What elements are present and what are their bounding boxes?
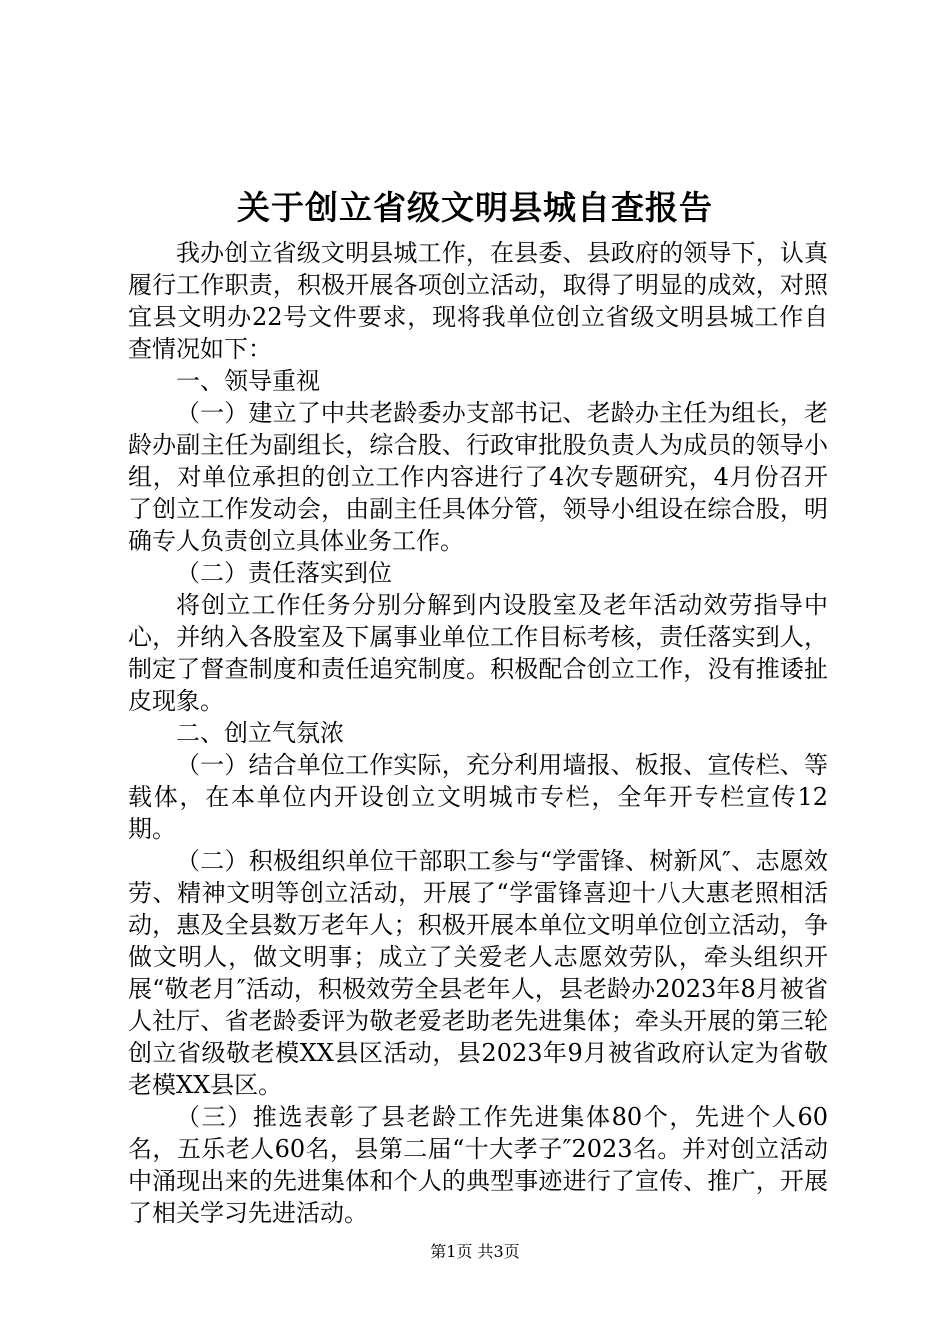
subsection-heading-1-2: （二）责任落实到位: [176, 559, 392, 587]
section-heading-2: 二、创立气氛浓: [176, 719, 344, 747]
paragraph-intro: 我办创立省级文明县城工作，在县委、县政府的领导下，认真履行工作职责，积极开展各项创立活动，取得了明显的成效，对照宜县文明办22号文件要求，现将我单位创立省级文明县城工作自查情况如下：: [128, 239, 828, 363]
paragraph-2-1: （一）结合单位工作实际，充分利用墙报、板报、宣传栏、等载体，在本单位内开设创立文明城市专栏，全年开专栏宣传12期。: [128, 751, 828, 843]
paragraph-2-2: （二）积极组织单位干部职工参与“学雷锋、树新风″、志愿效劳、精神文明等创立活动，开展了“学雷锋喜迎十八大惠老照相活动，惠及全县数万老年人；积极开展本单位文明单位创立活动，争做文明人，做文明事；成立了关爱老人志愿效劳队，牵头组织开展“敬老月″活动，积极效劳全县老年人，县老龄办2023年8月被省人社厅、省老龄委评为敬老爱老助老先进集体；牵头开展的第三轮创立省级敬老模XX县区活动，县2023年9月被省政府认定为省敬老模XX县区。: [128, 847, 828, 1099]
section-heading-1: 一、领导重视: [176, 367, 320, 395]
page-title: 关于创立省级文明县城自查报告: [237, 188, 713, 227]
paragraph-2-3: （三）推选表彰了县老龄工作先进集体80个，先进个人60名，五乐老人60名，县第二届“十大孝子″2023名。并对创立活动中涌现出来的先进集体和个人的典型事迹进行了宣传、推广，开展了相关学习先进活动。: [128, 1103, 828, 1227]
page-footer: 第1页 共3页: [430, 1242, 520, 1261]
document-body: [128, 237, 828, 1229]
paragraph-1-1: （一）建立了中共老龄委办支部书记、老龄办主任为组长，老龄办副主任为副组长，综合股、行政审批股负责人为成员的领导小组，对单位承担的创立工作内容进行了4次专题研究，4月份召开了创立工作发动会，由副主任具体分管，领导小组设在综合股，明确专人负责创立具体业务工作。: [128, 399, 828, 555]
paragraph-1-2: 将创立工作任务分别分解到内设股室及老年活动效劳指导中心，并纳入各股室及下属事业单位工作目标考核，责任落实到人，制定了督查制度和责任追究制度。积极配合创立工作，没有推诿扯皮现象。: [128, 591, 828, 715]
